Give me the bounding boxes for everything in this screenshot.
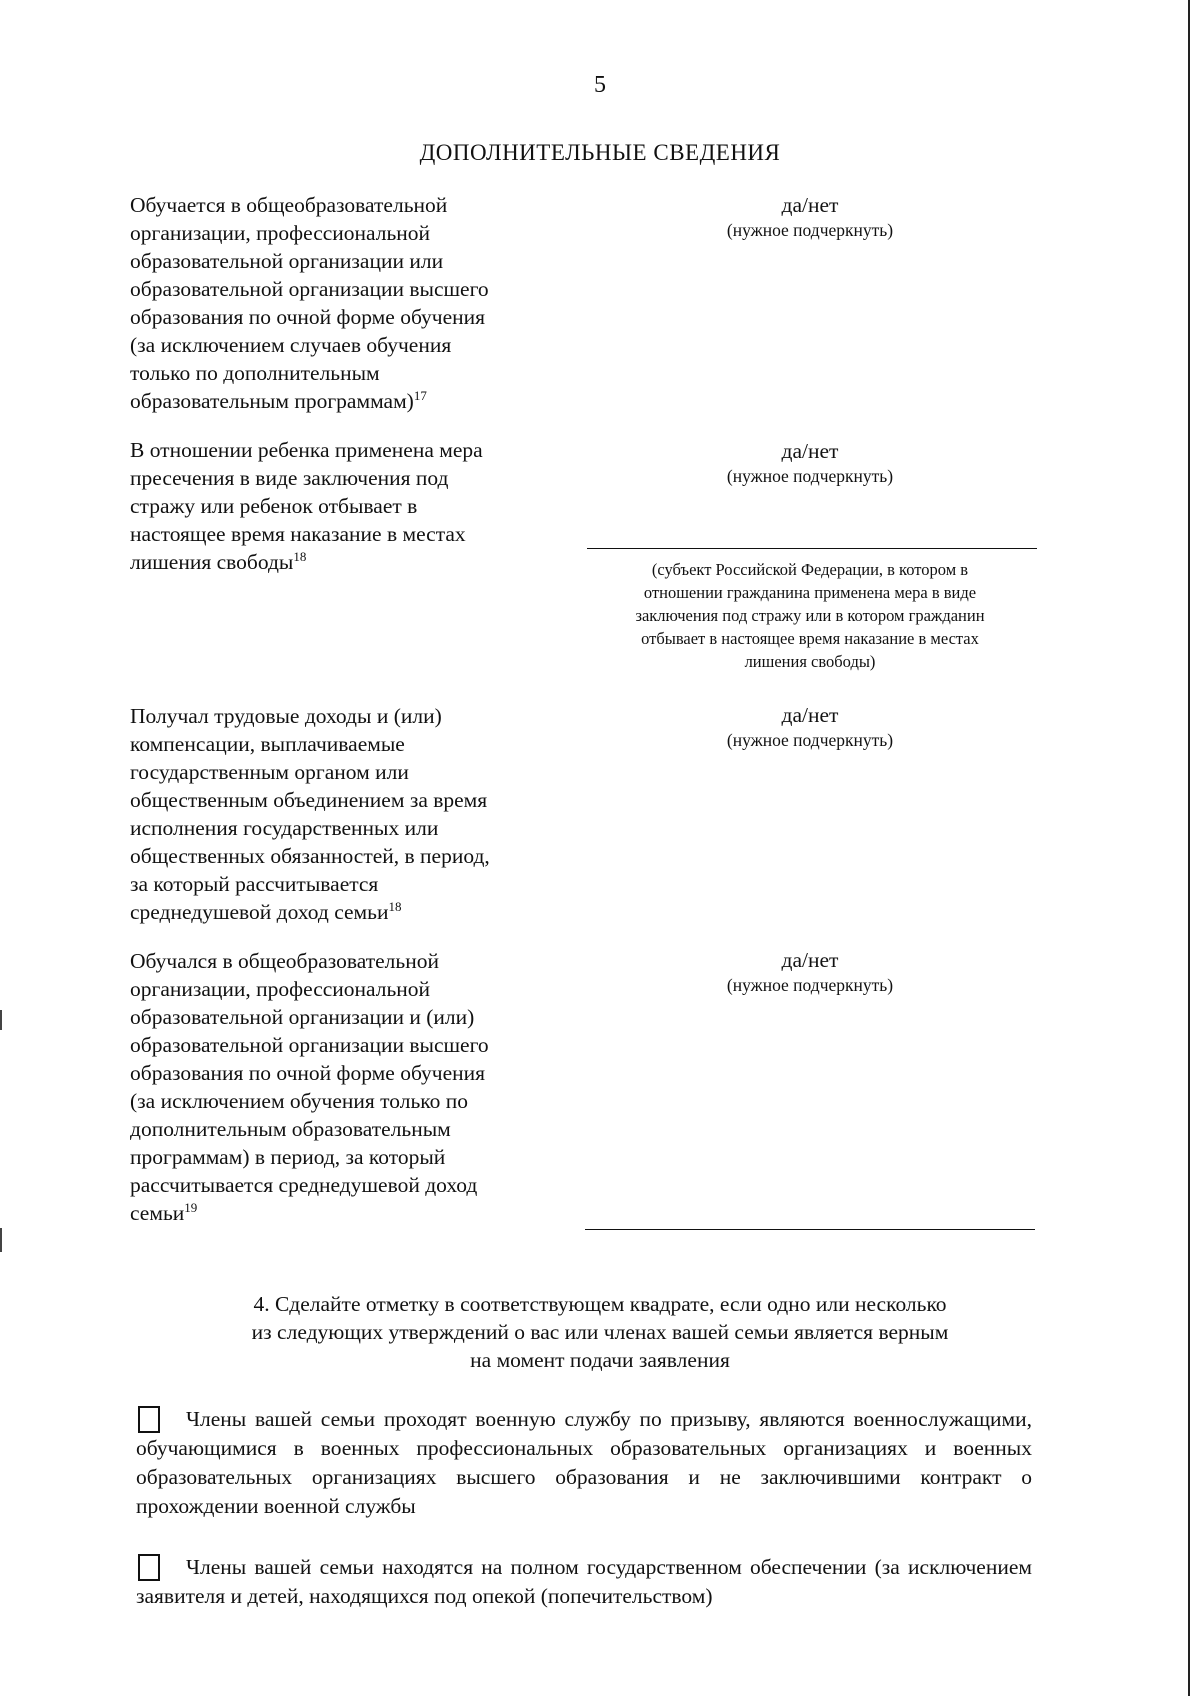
yes-no-option[interactable]: да/нет [781,703,839,727]
question-text: Обучается в общеобразовательной организации, профессиональной образовательной организации или образовательной организации высшего образования по очной форме обучения (за исключением случаев обучения только по дополнительным образовательным программам)$^{17}$ [130,193,489,413]
yes-no-option[interactable]: да/нет [781,439,839,463]
footnote-ref: 18 [388,898,402,914]
checkbox[interactable] [138,1406,160,1433]
yes-no-option[interactable]: да/нет [781,948,839,972]
yes-no-option[interactable]: да/нет [781,193,839,217]
subject-fill-line[interactable] [587,548,1037,549]
underline-hint: (нужное подчеркнуть) [726,975,894,995]
checkbox-row [136,1553,1032,1611]
checkbox[interactable] [138,1554,160,1581]
footnote-ref: 17 [413,387,427,403]
underline-hint: (нужное подчеркнуть) [726,730,894,750]
answer-block [640,192,980,242]
checkbox-label: Члены вашей семьи проходят военную службу по призыву, являются военнослужащими, обучающимися в военных профессиональных образовательных организациях и военных образовательных организациях высшего образования и не заключившими контракт о прохождении военной службы [136,1407,1032,1518]
answer-block [640,438,980,488]
page-number: 5 [594,72,606,98]
scan-mark [0,1228,2,1252]
subject-caption: (субъект Российской Федерации, в котором в отношении гражданина применена мера в виде заключения под стражу или в котором гражданин отбывает в настоящее время наказание в местах лишения свободы) [635,560,985,671]
underline-hint: (нужное подчеркнуть) [726,466,894,486]
question-text: Получал трудовые доходы и (или) компенсации, выплачиваемые государственным органом или общественным объединением за время исполнения государственных или общественных обязанностей, в период, за который рассчитывается среднедушевой доход семьи$^{18}$ [130,704,490,924]
instruction-heading: 4. Сделайте отметку в соответствующем квадрате, если одно или несколько из следующих утверждений о вас или членах вашей семьи является верным на момент подачи заявления [251,1292,949,1372]
scan-mark [0,1010,2,1030]
answer-block [640,947,980,997]
signature-fill-line[interactable] [585,1229,1035,1230]
footnote-ref: 18 [293,548,307,564]
question-text: В отношении ребенка применена мера пресечения в виде заключения под стражу или ребенок отбывает в настоящее время наказание в местах лишения свободы$^{18}$ [130,438,483,574]
checkbox-row [136,1405,1032,1521]
checkbox-label: Члены вашей семьи находятся на полном государственном обеспечении (за исключением заявителя и детей, находящихся под опекой (попечительством) [136,1555,1032,1608]
footnote-ref: 19 [184,1199,198,1215]
underline-hint: (нужное подчеркнуть) [726,220,894,240]
section-title: ДОПОЛНИТЕЛЬНЫЕ СВЕДЕНИЯ [419,140,781,165]
scan-edge [1188,0,1190,1696]
question-text: Обучался в общеобразовательной организации, профессиональной образовательной организации и (или) образовательной организации высшего образования по очной форме обучения (за исключением обучения только по дополнительным образовательным программам) в период, за который рассчитывается среднедушевой доход семьи$^{19}$ [130,949,489,1225]
answer-block [640,702,980,752]
